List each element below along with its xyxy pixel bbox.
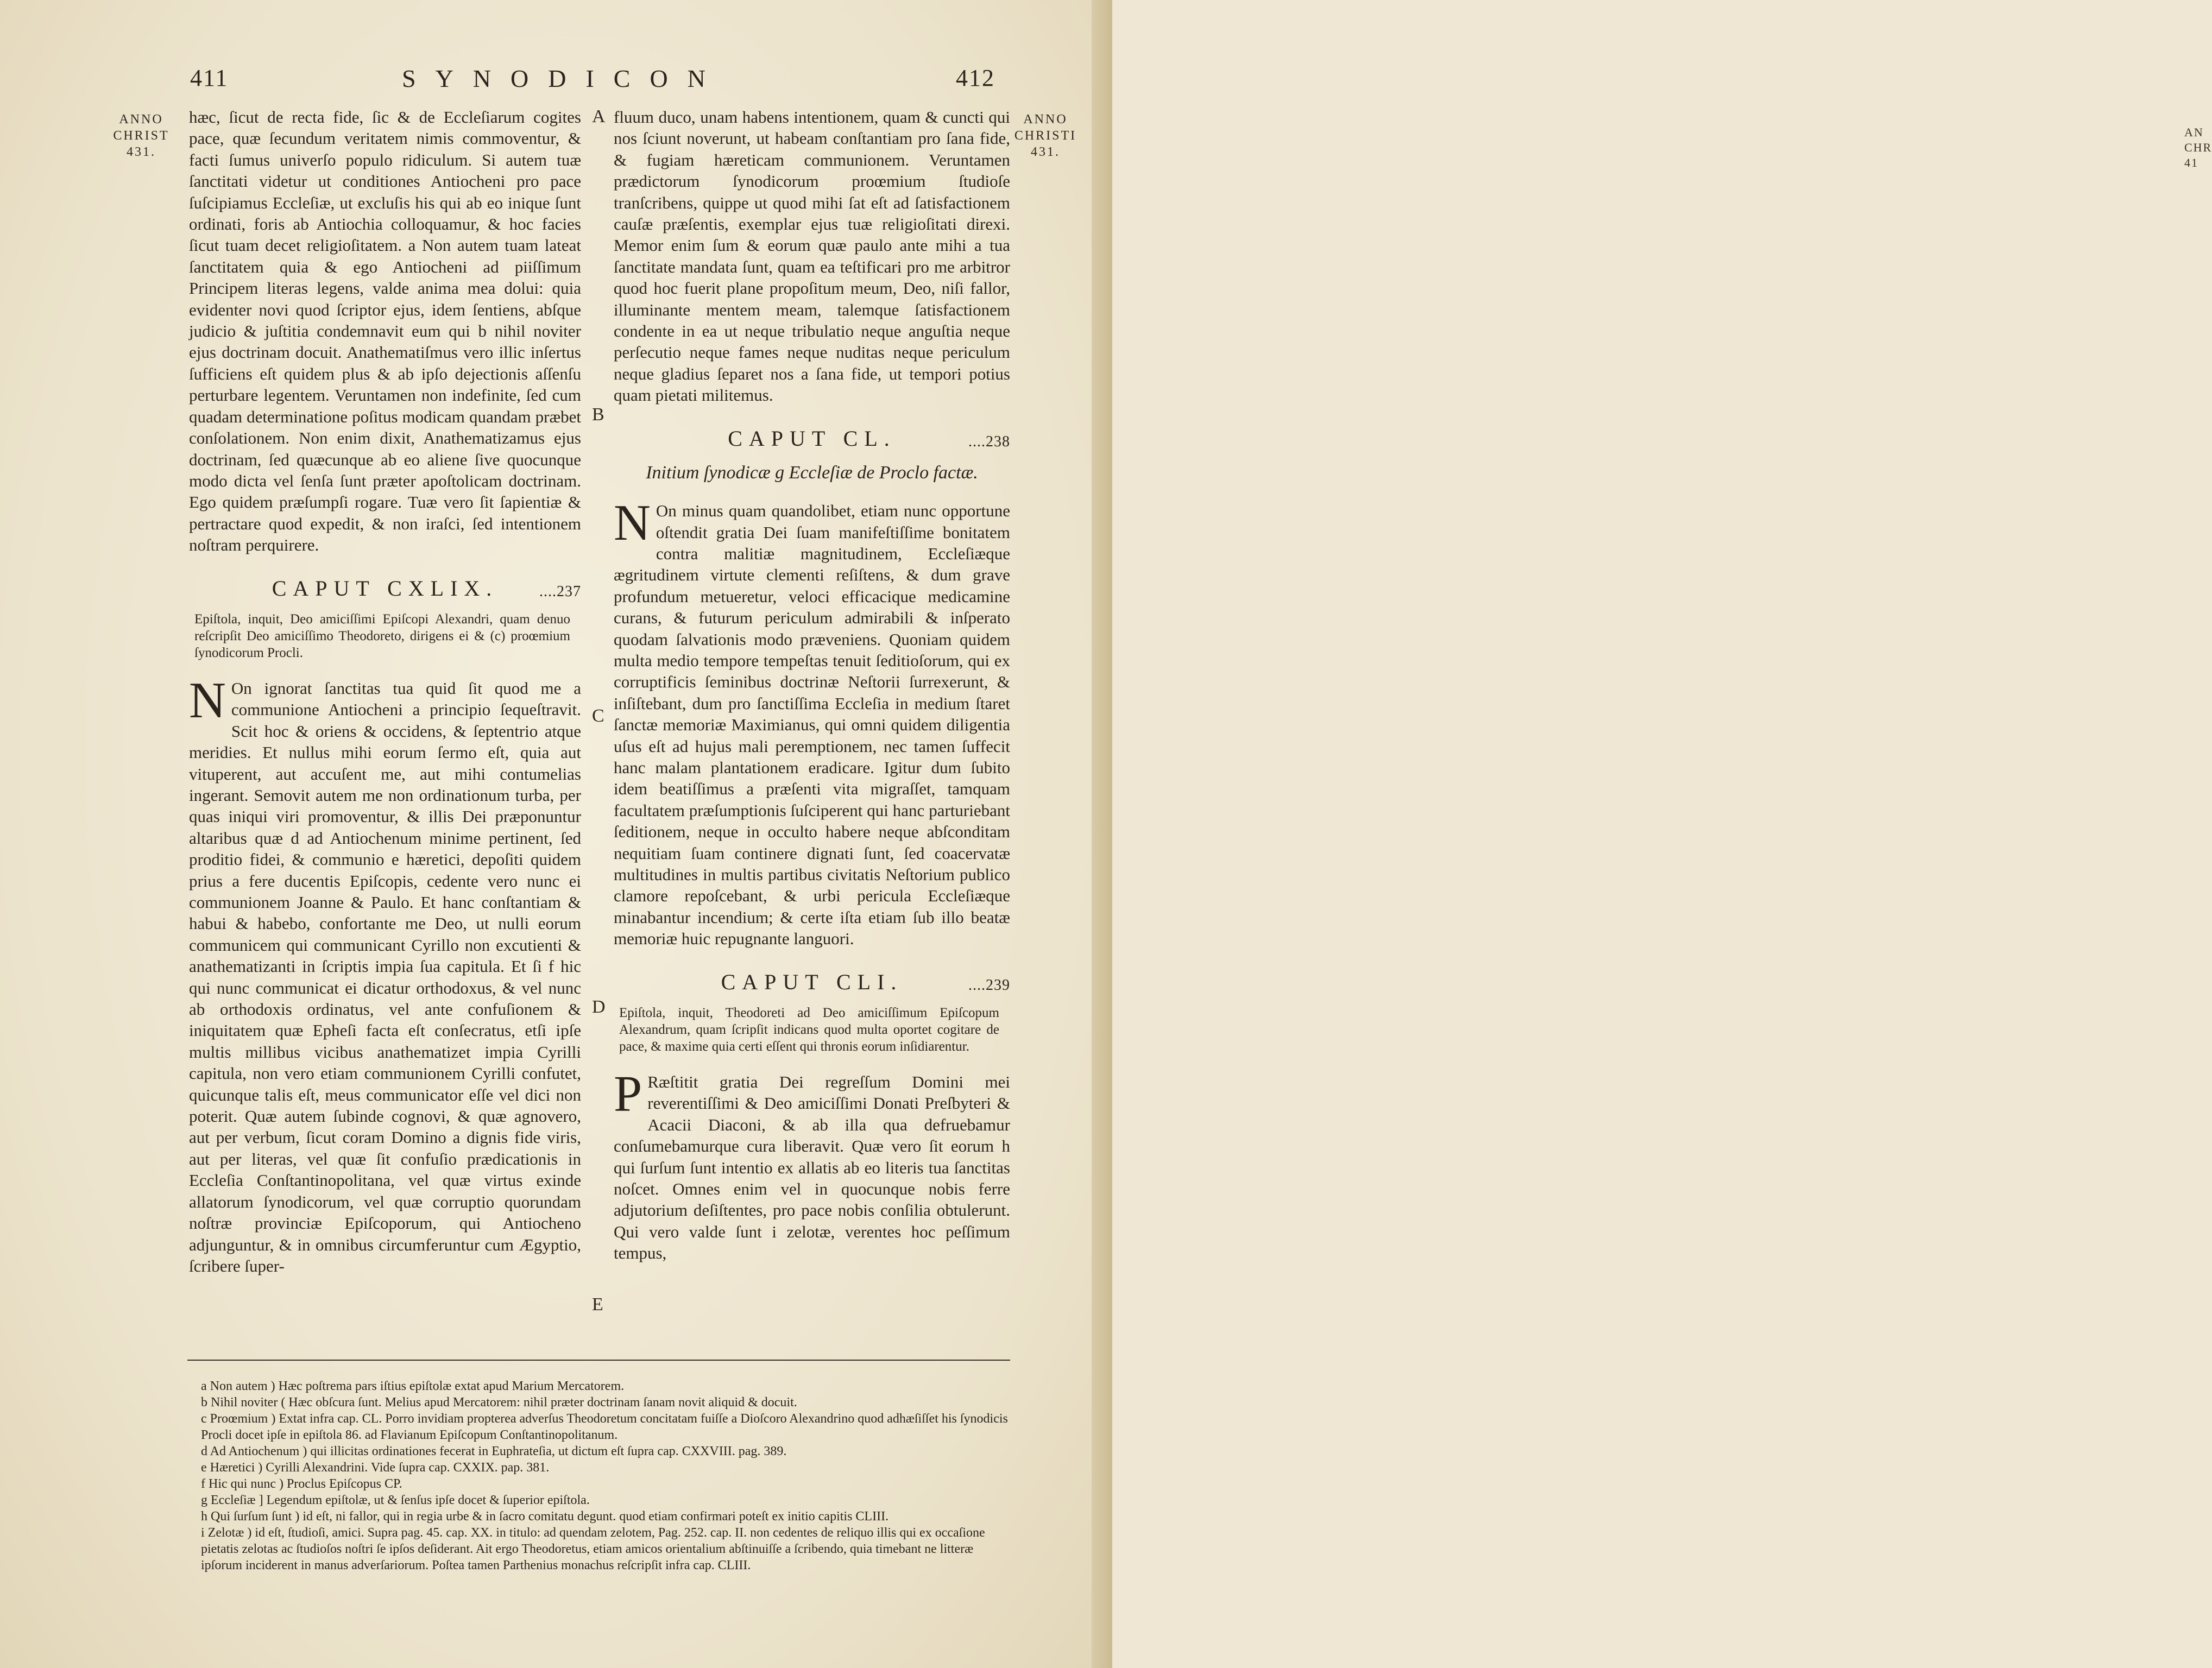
edge-sidenote [2184,125,2212,170]
footnote: h Qui ſurſum ſunt ) id eſt, ni fallor, qui in regia urbe & in ſacro comitatu degunt. quod etiam confirmari poteſt ex initio capitis CLIII. [201,1509,889,1524]
body-paragraph [614,495,1010,950]
chapter-ref: ....239 [968,976,1010,994]
next-page-edge [1092,0,2212,1668]
chapter-title: CAPUT CL. [728,426,896,451]
sidenote-line: 431. [1031,145,1060,159]
body-paragraph: hæc, ſicut de recta fide, ſic & de Eccleſiarum cogites pace, quæ ſecundum veritatem nimis commoventur, & facti ſumus univerſo populo ridiculum. Si autem tuæ ſanctitati videtur ut conditiones Antiocheni pro pace ſuſcipiamus Eccleſiæ, ut excluſis his qui ab eo inique ſunt ordinati, foris ab Antiochia colloquamur, & hoc facies ſicut tuam decet religioſitatem. a Non autem tuam lateat ſanctitatem quia & ego Antiocheni ad piiſſimum Principem literas legens, valde anima mea dolui: quia evidenter novi quod ſcriptor ejus, idem ſentiens, abſque judicio & juſtitia condemnavit eum qui b nihil noviter ejus doctrinam docuit. Anathematiſmus vero illic inſertus ſufficiens eſt quidem plus & ab ipſo dejectionis aſſenſu perturbare legentem. Veruntamen non indefinite, ſed cum quadam determinatione poſitus modicam quandam præbet conſolationem. Non enim dixit, Anathematizamus ejus doctrinam, ſed quæcunque ab eo aliene ſive quocunque modo dicta vel ſenſa ſunt præter apoſtolicam doctrinam. Ego quidem præſumpſi rogare. Tuæ vero ſit ſapientiæ & pertractare quod expedit, & non iraſci, ſed intentionem noſtram perquirere. [189,108,581,555]
body-paragraph [189,672,581,1277]
margin-letter-e: E [592,1294,603,1315]
footnote: f Hic qui nunc ) Proclus Epiſcopus CP. [201,1477,402,1491]
paragraph-text: On minus quam quandolibet, etiam nunc opportune oſtendit gratia Dei ſuam manifeſtiſſime bonitatem contra malitiæ magnitudinem, Eccleſiæque ægritudinem virtute clementi reſiſtens, & dum grave profundum metueretur, veloci efficacique medicamine curans, & futurum periculum admirabili & inſperato quodam ſalvationis modo præveniens. Quoniam quidem multa medio tempore tempeſtas tenuit ſeditioſorum, qui ex corruptificis ſeminibus doctrinæ Neſtorii ſurrexerunt, & inſiſtebant, dum pro ſanctiſſima Eccleſia in medium ſtaret ſanctæ memoriæ Maximianus, qui omni quidem diligentia uſus eſt ad hujus mali peremptionem, nec tamen ſuffecit hanc malam plantationem eradicare. Igitur dum ſubito idem beatiſſimus a præſenti vita migraſſet, tamquam facultatem præſumptionis ſuſciperent qui hanc parturiebant ſeditionem, neque in occulto habere neque abſconditam nequitiam ſuam continere dignati ſunt, ſed coacervatæ multitudines in multis partibus civitatis Neſtorium publico clamore repoſcebant, & urbi pericula Eccleſiæque minabantur incendium; & certe iſta etiam ſub illo beatæ memoriæ huic repugnante languori. [614,501,1010,949]
footnote: c Proœmium ) Extat infra cap. CL. Porro invidiam propterea adverſus Theodoretum concitatam fuiſſe a Dioſcoro Alexandrino quod adhæſiſſet his ſynodicis Procli docet ipſe in epiſtola 86. ad Flavianum Epiſcopum Conſtantinopolitanum. [201,1412,1008,1442]
running-title: SYNODICON [402,65,725,92]
footnotes [201,1378,1016,1574]
chapter-subtitle: Epiſtola, inquit, Theodoreti ad Deo amiciſſimum Epiſcopum Alexandrum, quam ſcripſit indicans quod multa oportet cogitare de pace, & maxime quia certi eſſent qui thronis eorum inſidiarentur. [619,1006,999,1054]
sidenote-year-right [1010,111,1081,160]
chapter-title: CAPUT CXLIX. [272,576,499,601]
chapter-title: CAPUT CLI. [721,969,903,994]
footnote: a Non autem ) Hæc poſtrema pars iſtius epiſtolæ extat apud Marium Mercatorem. [201,1379,625,1393]
running-header [0,64,1092,97]
sidenote-line: ANNO [1023,112,1068,127]
page-number-left: 411 [190,65,229,91]
chapter-ref: ....237 [539,583,581,600]
drop-cap: N [189,672,226,729]
chapter-subtitle: Epiſtola, inquit, Deo amiciſſimi Epiſcopi Alexandri, quam denuo reſcripſit Deo amiciſſimo Theodoreto, dirigens ei & (c) proœmium ſynodicorum Procli. [194,611,570,660]
left-column [189,106,581,1277]
paragraph-text: On ignorat ſanctitas tua quid ſit quod me a communione Antiocheni a principio ſequeſtravit. Scit hoc & oriens & occidens, & ſeptentrio atque meridies. Et nullus mihi eorum ſermo eſt, quia aut vituperent, aut accuſent me, aut mihi contumelias ingerant. Semovit autem me non ordinationum turba, per quas iniqui viri promoventur, & illis Dei præponuntur altaribus quæ d ad Antiochenum minime pertinent, ſed proditio fidei, & communio e hæretici, depoſiti quidem prius a fere ducentis Epiſcopis, cedente vero nunc ei communionem Joanne & Paulo. Et hanc conſtantiam & habui & habebo, confortante me Deo, ut nulli eorum communicem qui communicant Cyrillo non excutienti & anathematizanti in ſcriptis impia ſua capitula. Et ſi f hic qui nunc communicat ei dicatur orthodoxus, & vel nunc ab orthodoxis ordinatus, vel ante confuſionem & iniquitatem quæ Epheſi facta eſt conſecratus, etſi ipſe multis millibus vicibus anathematizet impia Cyrilli capitula, non vero etiam communionem Cyrilli confutet, quicunque talis eſt, meus communicator eſſe vel dici non poterit. Quæ autem ſubinde cognovi, & quæ agnovero, aut per verbum, ſicut coram Domino a dignis fide viris, aut per literas, vel quæ ſit confuſio prædicationis in Eccleſia Conſtantinopolitana, vel quæ virtus exinde allatorum ſynodicorum, vel quæ corruptio quorundam noſtræ provinciæ Epiſcoporum, qui Antiocheno adjunguntur, & in omnibus circumferuntur cum Ægyptio, ſcribere ſuper- [189,678,581,1275]
margin-letter-c: C [592,706,604,726]
sidenote-year-left [106,111,177,160]
footnote-rule [187,1360,1010,1361]
body-paragraph [614,1066,1010,1264]
footnote: b Nihil noviter ( Hæc obſcura ſunt. Melius apud Mercatorem: nihil præter doctrinam ſanam novit aliquid & docuit. [201,1395,797,1410]
sidenote-line: ANNO [119,112,163,127]
margin-letter-d: D [592,997,606,1017]
footnote: e Hæretici ) Cyrilli Alexandrini. Vide ſupra cap. CXXIX. pap. 381. [201,1461,550,1475]
edge-sidenote-line: 41 [2184,156,2198,169]
chapter-heading [614,428,1010,449]
footnote: i Zelotæ ) id eſt, ſtudioſi, amici. Supra pag. 45. cap. XX. in titulo: ad quendam zelotem, Pag. 252. cap. II. non cedentes de reliquo illis qui ex occaſione pietatis zelotas ac ſtudioſos noſtri ſe ipſos deſiderant. Ait ergo Theodoretus, etiam amicos orientalium abſtinuiſſe a ſcribendo, quia timebant ne litteræ ipſorum inciderent in manus adverſariorum. Poſtea tamen Parthenius monachus reſcripſit infra cap. CLIII. [201,1526,985,1572]
paragraph-text: Ræſtitit gratia Dei regreſſum Domini mei reverentiſſimi & Deo amiciſſimi Donati Preſbyteri & Acacii Diaconi, & ab illa qua defruebamur conſumebamurque cura liberavit. Quæ vero ſit eorum h qui ſurſum ſunt intentio ex allatis ab eo literis tua ſanctitas noſcet. Omnes enim vel in quocunque nobis ferre adjutorium deſiſtentes, pro pace nobis conſilia obtulerunt. Qui vero valde ſunt i zelotæ, verentes hoc peſſimum tempus, [614,1072,1010,1263]
sidenote-line: CHRIST [113,129,169,143]
sidenote-line: 431. [127,145,156,159]
sidenote-line: CHRISTI [1014,129,1077,143]
page-number-right: 412 [956,65,995,91]
edge-sidenote-line: CHR [2184,141,2212,154]
right-column [614,106,1010,1264]
chapter-heading [614,971,1010,993]
chapter-heading [189,578,581,599]
edge-sidenote-line: AN [2184,125,2204,139]
chapter-subtitle: Initium ſynodicæ g Eccleſiæ de Proclo factæ. [646,463,978,483]
drop-cap: P [614,1066,642,1123]
footnote: g Eccleſiæ ] Legendum epiſtolæ, ut & ſenſus ipſe docet & ſuperior epiſtola. [201,1493,590,1507]
chapter-ref: ....238 [968,433,1010,450]
margin-letter-a: A [592,106,606,127]
drop-cap: N [614,495,651,552]
margin-letter-b: B [592,405,604,425]
footnote: d Ad Antiochenum ) qui illicitas ordinationes fecerat in Euphrateſia, ut dictum eſt ſupra cap. CXXVIII. pag. 389. [201,1444,787,1458]
body-paragraph: fluum duco, unam habens intentionem, quam & cuncti qui nos ſciunt noverunt, ut habeam conſtantiam pro ſana fide, & fugiam hæreticam communionem. Veruntamen prædictorum ſynodicorum proœmium ſtudioſe tranſcribens, quippe ut quod mihi ſat eſt ad ſatisfactionem cauſæ præſentis, exemplar ejus tuæ religioſitati direxi. Memor enim ſum & eorum quæ paulo ante mihi a tua ſanctitate mandata ſunt, quam ea teſtificari pro me arbitror quod hoc fuerit plane propoſitum meum, Deo, niſi fallor, illuminante mentem meam, talemque ſatisfactionem condente in ea ut neque tribulatio neque anguſtia neque perſecutio neque fames neque nuditas neque periculum neque gladius ſeparet nos a ſana fide, ut tempori potius quam pietati militemus. [614,108,1010,405]
